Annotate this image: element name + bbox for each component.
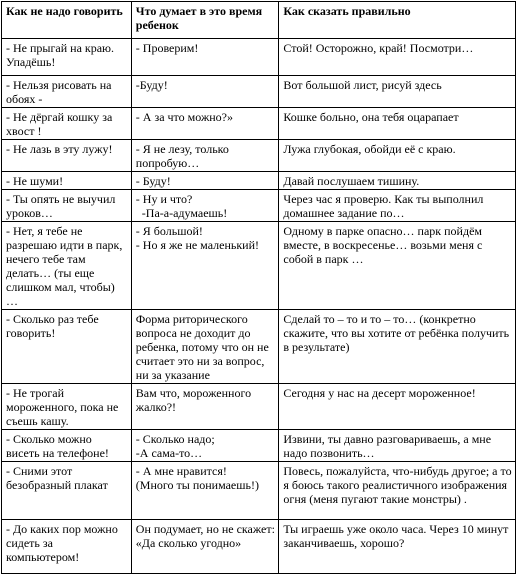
table-row: [2, 172, 516, 190]
table-row: [2, 310, 516, 384]
cell-dont: - До каких пор можно сидеть за компьютером!: [2, 520, 132, 574]
cell-say: Сделай то – то и то – то… (конкретно скажите, что вы хотите от ребёнка получить в результате): [279, 310, 516, 384]
cell-say: Давай послушаем тишину.: [279, 172, 516, 190]
table-row: [2, 520, 516, 574]
cell-thinks: [131, 190, 279, 222]
cell-dont: - Ты опять не выучил уроков…: [2, 190, 132, 222]
cell-say: Повесь, пожалуйста, что-нибудь другое; а то я боюсь такого реалистичного изображения огня (меня пугают такие монстры) .: [279, 462, 516, 520]
cell-thinks: Он подумает, но не скажет: «Да сколько угодно»: [131, 520, 279, 574]
cell-dont: - Не шуми!: [2, 172, 132, 190]
cell-thinks-line: - Сколько надо;: [135, 432, 215, 446]
cell-say: Ты играешь уже около часа. Через 10 минут заканчиваешь, хорошо?: [279, 520, 516, 574]
cell-thinks: [131, 430, 279, 462]
cell-thinks-line: (Много ты понимаешь!): [135, 478, 259, 492]
cell-say: Сегодня у нас на десерт мороженное!: [279, 384, 516, 430]
table-row: [2, 76, 516, 108]
table-row: [2, 384, 516, 430]
table-row: [2, 462, 516, 520]
cell-thinks-line: - Я большой!: [135, 224, 203, 238]
cell-dont: - Сколько можно висеть на телефоне!: [2, 430, 132, 462]
table-row: [2, 140, 516, 172]
cell-say: Через час я проверю. Как ты выполнил домашнее задание по…: [279, 190, 516, 222]
table-row: [2, 222, 516, 310]
cell-say: Одному в парке опасно… парк пойдём вместе, в воскресенье… возьми меня с собой в парк …: [279, 222, 516, 310]
advice-table: [1, 1, 516, 574]
cell-say: Вот большой лист, рисуй здесь: [279, 76, 516, 108]
cell-dont: - Не лазь в эту лужу!: [2, 140, 132, 172]
table-row: [2, 190, 516, 222]
cell-say: Кошке больно, она тебя оцарапает: [279, 108, 516, 140]
header-dont: Как не надо говорить: [2, 2, 132, 39]
cell-say: Лужа глубокая, обойди её с краю.: [279, 140, 516, 172]
table-row: [2, 430, 516, 462]
cell-dont: - Сколько раз тебе говорить!: [2, 310, 132, 384]
cell-dont: - Сними этот безобразный плакат: [2, 462, 132, 520]
cell-dont: - Нет, я тебе не разрешаю идти в парк, нечего тебе там делать… (ты еще слишком мал, чтобы) …: [2, 222, 132, 310]
cell-thinks: [131, 462, 279, 520]
header-thinks: Что думает в это время ребенок: [131, 2, 279, 39]
cell-thinks-line: - Ну и что?: [135, 192, 193, 206]
cell-thinks: -Буду!: [131, 76, 279, 108]
cell-thinks: - Проверим!: [131, 39, 279, 76]
cell-thinks: [131, 222, 279, 310]
cell-thinks-line: -А сама-то…: [135, 446, 203, 460]
cell-thinks-line: - А мне нравится!: [135, 464, 227, 478]
cell-dont: - Нельзя рисовать на обоях -: [2, 76, 132, 108]
cell-thinks: Форма риторического вопроса не доходит до ребенка, потому что он не считает это ни за вопрос, ни за указание: [131, 310, 279, 384]
cell-dont: - Не прыгай на краю. Упадёшь!: [2, 39, 132, 76]
cell-thinks-line: -Па-а-адумаешь!: [135, 206, 228, 220]
cell-thinks: - Я не лезу, только попробую…: [131, 140, 279, 172]
cell-thinks: - А за что можно?»: [131, 108, 279, 140]
cell-dont: - Не дёргай кошку за хвост !: [2, 108, 132, 140]
table-row: [2, 108, 516, 140]
cell-say: Стой! Осторожно, край! Посмотри…: [279, 39, 516, 76]
header-row: [2, 2, 516, 39]
cell-say: Извини, ты давно разговариваешь, а мне надо позвонить…: [279, 430, 516, 462]
cell-thinks: Вам что, мороженного жалко?!: [131, 384, 279, 430]
cell-thinks: - Буду!: [131, 172, 279, 190]
header-say: Как сказать правильно: [279, 2, 516, 39]
cell-dont: - Не трогай мороженного, пока не съешь кашу.: [2, 384, 132, 430]
table-row: [2, 39, 516, 76]
cell-thinks-line: - Но я же не маленький!: [135, 238, 260, 252]
